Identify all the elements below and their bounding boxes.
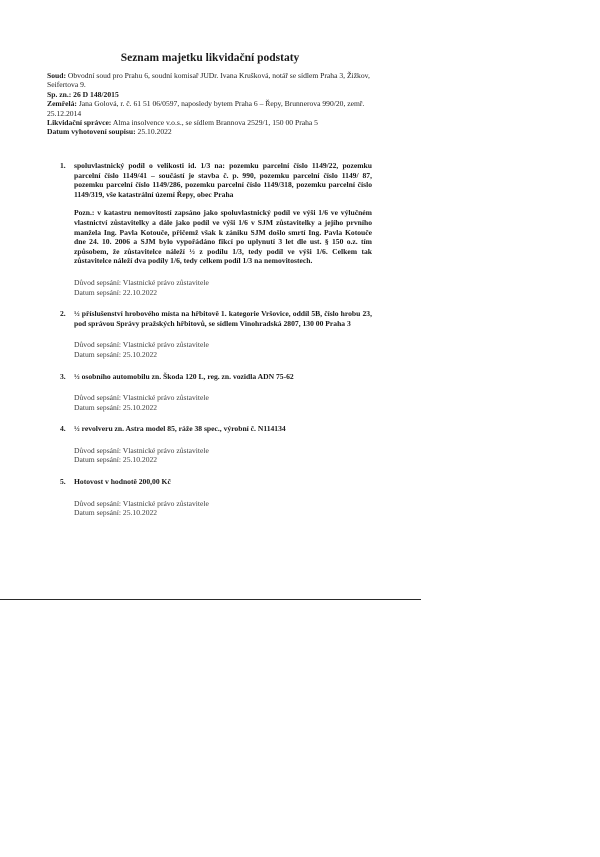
inventory-date-label: Datum vyhotovení soupisu: (47, 127, 136, 137)
item-reason: Důvod sepsání: Vlastnické právo zůstavitele (74, 498, 209, 508)
list-item (60, 372, 372, 413)
item-date: Datum sepsání: 25.10.2022 (74, 455, 158, 465)
deceased-value: Jana Golová, r. č. 61 51 06/0597, naposledy bytem Praha 6 – Řepy, Brunnerova 990/20, zemř. 25.12.2014 (47, 99, 365, 118)
administrator-row (47, 118, 377, 127)
court-label: Soud: (47, 71, 66, 80)
case-number-value: 26 D 148/2015 (73, 89, 119, 99)
item-number: 1. (60, 161, 66, 170)
deceased-label: Zemřelá: (47, 99, 77, 109)
case-number-label: Sp. zn.: (47, 89, 72, 99)
item-reason: Důvod sepsání: Vlastnické právo zůstavitele (74, 445, 209, 455)
item-meta (74, 340, 372, 359)
list-item (60, 477, 372, 518)
item-number: 3. (60, 371, 66, 381)
item-meta (74, 393, 372, 412)
item-reason: Důvod sepsání: Vlastnické právo zůstavitele (74, 277, 209, 287)
item-meta (74, 499, 372, 518)
court-value: Obvodní soud pro Prahu 6, soudní komisař JUDr. Ivana Krušková, notář se sídlem Praha 3, Žižkov, Seifertova 9. (47, 71, 370, 90)
item-date: Datum sepsání: 25.10.2022 (74, 508, 158, 518)
item-description: spoluvlastnický podíl o velikosti id. 1/3 na: pozemku parcelní číslo 1149/22, pozemku parcelní číslo 1149/41 – součástí je stavba č. p. 990, pozemku parcelní číslo 1149/ 87, pozemku parcelní číslo 1149/286, pozemku parcelní číslo 1149/318, pozemku parcelní číslo 1149/319, vše katastrální území Řepy, obec Praha (74, 161, 372, 199)
item-number: 5. (60, 477, 66, 487)
asset-list (60, 161, 372, 530)
list-item (60, 309, 372, 359)
item-date: Datum sepsání: 25.10.2022 (74, 349, 158, 359)
item-meta (74, 446, 372, 465)
item-description: ½ příslušenství hrobového místa na hřbitově 1. kategorie Vršovice, oddíl 5B, číslo hrobu 23, pod správou Správy pražských hřbitovů, se sídlem Vinohradská 2807, 130 00 Praha 3 (74, 309, 372, 328)
item-description: ½ revolveru zn. Astra model 85, ráže 38 spec., výrobní č. N114134 (74, 424, 286, 434)
administrator-value: Alma insolvence v.o.s., se sídlem Brannova 2529/1, 150 00 Praha 5 (112, 118, 318, 128)
document-header (47, 71, 377, 137)
item-date: Datum sepsání: 25.10.2022 (74, 402, 158, 412)
case-number-row (47, 90, 377, 99)
item-meta (74, 278, 372, 297)
inventory-date-value: 25.10.2022 (137, 127, 172, 137)
item-reason: Důvod sepsání: Vlastnické právo zůstavitele (74, 393, 209, 403)
list-item (60, 424, 372, 465)
list-item (60, 161, 372, 297)
administrator-label: Likvidační správce: (47, 118, 112, 128)
deceased-row (47, 99, 377, 118)
item-date: Datum sepsání: 22.10.2022 (74, 287, 158, 297)
item-note: Pozn.: v katastru nemovitostí zapsáno jako spoluvlastnický podíl ve výši 1/6 ve výlučném vlastnictví zůstavitelky a dále jako podíl ve výši 1/6 v SJM zůstavitelky a jejího prvního manžela Ing. Pavla Kotouče, přičemž však k zániku SJM došlo smrtí Ing. Pavla Kotouče dne 24. 10. 2006 a SJM bylo vypořádáno fikcí po uplynutí 3 let dle ust. § 150 o.z. tím způsobem, že zůstavitelce náleží ½ z podílu 1/3, tedy podíl ve výši 1/6. Celkem tak zůstavitelce náleží dva podíly 1/6, tedy celkem podíl 1/3 na nemovitostech. (74, 208, 372, 266)
item-number: 4. (60, 424, 66, 434)
item-description: ½ osobního automobilu zn. Škoda 120 L, reg. zn. vozidla ADN 75-62 (74, 371, 294, 381)
item-reason: Důvod sepsání: Vlastnické právo zůstavitele (74, 340, 209, 350)
item-description: Hotovost v hodnotě 200,00 Kč (74, 477, 171, 487)
document-title: Seznam majetku likvidační podstaty (120, 52, 300, 64)
page-divider (0, 599, 421, 600)
item-number: 2. (60, 309, 66, 319)
inventory-date-row (47, 127, 377, 136)
court-row (47, 71, 377, 90)
